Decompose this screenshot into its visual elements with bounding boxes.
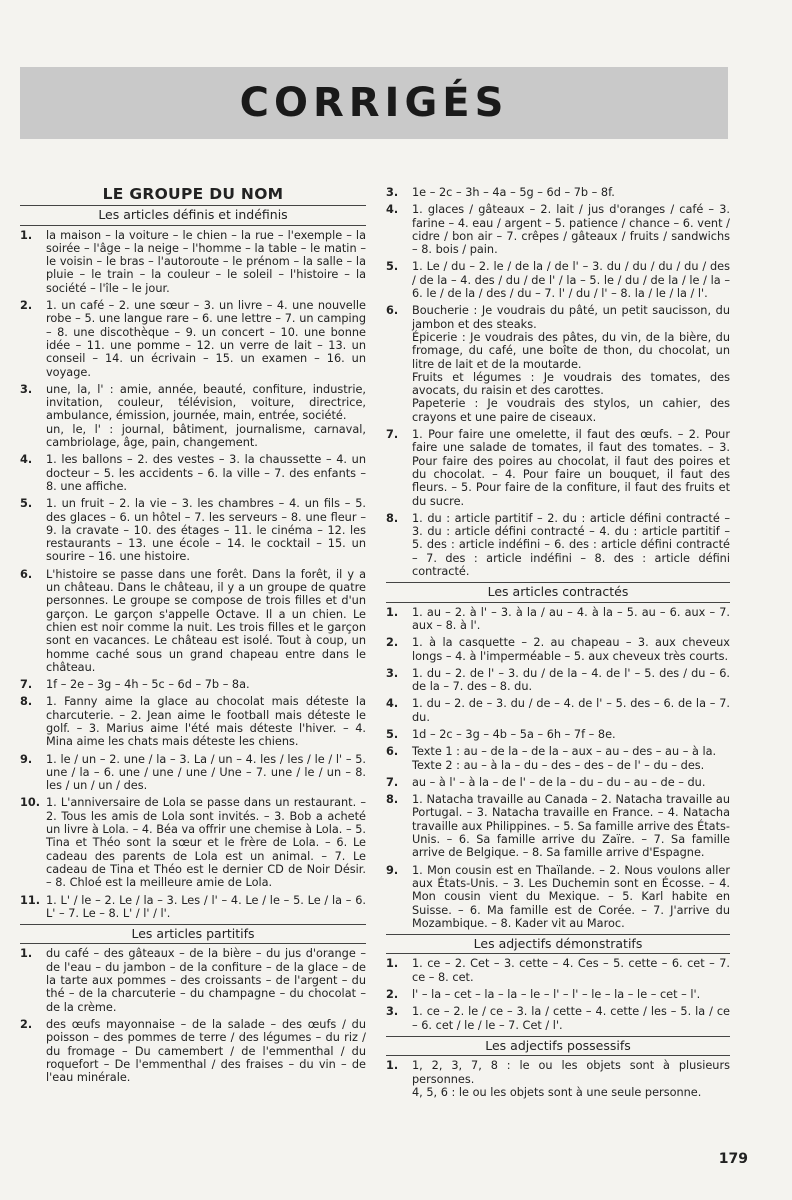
answer-paragraph: 4, 5, 6 : le ou les objets sont à une seule personne. [412, 1085, 702, 1099]
answer-paragraph: 1. du : article partitif – 2. du : article défini contracté – 3. du : article défini contracté – 4. du : article partitif – 5. des : article indéfini – 6. des : article défini contracté – 7. des : article indéfini – 8. des : article défini contracté. [412, 511, 730, 579]
exercise-number: 6. [386, 745, 399, 759]
exercise-number: 1. [20, 228, 33, 242]
answer-paragraph: 1. un fruit – 2. la vie – 3. les chambres – 4. un fils – 5. des glaces – 6. un hôtel – 7. les serveurs – 8. une fleur – 9. la cravate – 10. des étages – 11. le cinéma – 12. les restaurants – 13. une école – 14. le cocktail – 15. un sourire – 16. une histoire. [46, 497, 366, 564]
exercise-answer [412, 864, 730, 930]
answer-paragraph: 1. à la casquette – 2. au chapeau – 3. aux cheveux longs – 4. à l'imperméable – 5. aux cheveux très courts. [412, 636, 730, 663]
exercise-answer [412, 512, 730, 578]
answer-paragraph: 1d – 2c – 3g – 4b – 5a – 6h – 7f – 8e. [412, 727, 616, 741]
answer-paragraph: Boucherie : Je voudrais du pâté, un petit saucisson, du jambon et des steaks. [412, 304, 730, 331]
exercise-list [386, 606, 730, 931]
exercise-item [20, 497, 366, 563]
answer-paragraph: 1. ce – 2. le / ce – 3. la / cette – 4. cette / les – 5. la / ce – 6. cet / le / le – 7. Cet / l'. [412, 1005, 730, 1032]
exercise-item [20, 299, 366, 379]
answer-paragraph: 1f – 2e – 3g – 4h – 5c – 6d – 7b – 8a. [46, 678, 250, 692]
exercise-answer [46, 497, 366, 563]
exercise-number: 1. [386, 605, 399, 619]
exercise-item [386, 606, 730, 633]
section-heading-adjectifs-demonstratifs: Les adjectifs démonstratifs [386, 934, 730, 954]
exercise-item [20, 678, 366, 691]
exercise-item [386, 864, 730, 930]
exercise-item [386, 988, 730, 1001]
answer-paragraph: Texte 1 : au – de la – de la – aux – au – des – au – à la. [412, 745, 717, 759]
exercise-item [386, 776, 730, 789]
exercise-number: 1. [20, 947, 33, 961]
exercise-item [20, 894, 366, 921]
exercise-number: 11. [20, 893, 41, 907]
exercise-item [386, 957, 730, 984]
answer-paragraph: 1. du – 2. de – 3. du / de – 4. de l' – 5. des – 6. de la – 7. du. [412, 697, 730, 724]
exercise-number: 3. [386, 186, 399, 199]
exercise-list [20, 947, 366, 1084]
answer-paragraph: 1. du – 2. de l' – 3. du / de la – 4. de l' – 5. des / du – 6. de la – 7. des – 8. du. [412, 666, 730, 694]
exercise-item [386, 1005, 730, 1032]
exercise-number: 4. [20, 453, 33, 467]
exercise-number: 3. [386, 1005, 399, 1019]
page-title: CORRIGÉS [239, 80, 509, 126]
exercise-answer [412, 776, 730, 789]
exercise-item [386, 186, 730, 199]
exercise-list [386, 957, 730, 1031]
exercise-number: 2. [20, 299, 33, 313]
exercise-answer [412, 988, 730, 1001]
left-column [20, 186, 366, 1088]
exercise-answer [412, 728, 730, 741]
exercise-item [386, 636, 730, 663]
exercise-answer [412, 793, 730, 859]
exercise-item [20, 947, 366, 1013]
answer-paragraph: Papeterie : Je voudrais des stylos, un cahier, des crayons et une paire de ciseaux. [412, 397, 730, 424]
exercise-answer [46, 453, 366, 493]
answer-paragraph: Texte 2 : au – à la – du – des – des – de l' – du – des. [412, 758, 705, 772]
answer-paragraph: 1. un café – 2. une sœur – 3. un livre – 4. une nouvelle robe – 5. une langue rare – 6. une lettre – 7. un camping – 8. une discothèque – 9. un concert – 10. une bonne idée – 11. une pomme – 12. un verre de lait – 13. un conseil – 14. un écrivain – 15. un examen – 16. un voyage. [46, 299, 366, 379]
exercise-number: 7. [386, 775, 399, 789]
exercise-number: 3. [386, 666, 399, 680]
exercise-answer [412, 957, 730, 984]
exercise-number: 7. [386, 428, 399, 442]
answer-paragraph: une, la, l' : amie, année, beauté, confiture, industrie, invitation, couleur, télévision, voiture, directrice, ambulance, émission, journée, main, entrée, société. [46, 382, 366, 423]
exercise-answer [46, 796, 366, 889]
answer-paragraph: du café – des gâteaux – de la bière – du jus d'orange – de l'eau – du jambon – de la confiture – de la glace – de la tarte aux pommes – des croissants – de l'argent – du thé – de la charcuterie – du champagne – du chocolat – de la crème. [46, 947, 366, 1014]
exercise-item [20, 753, 366, 793]
exercise-item [20, 568, 366, 674]
exercise-answer [46, 1018, 366, 1084]
exercise-number: 6. [386, 304, 399, 318]
answer-paragraph: 1. L'anniversaire de Lola se passe dans un restaurant. – 2. Tous les amis de Lola sont invités. – 3. Bob a acheté un livre à Lola. – 4. Béa va offrir une chemise à Lola. – 5. Tina et Théo sont la sœur et le frère de Lola. – 6. Le cadeau des parents de Lola est un animal. – 7. Le cadeau de Tina et Théo est le dernier CD de Noir Désir. – 8. Chloé est la meilleure amie de Lola. [46, 796, 366, 890]
exercise-number: 4. [386, 697, 399, 711]
exercise-answer [46, 695, 366, 748]
exercise-item [20, 229, 366, 295]
exercise-item [386, 512, 730, 578]
exercise-number: 3. [20, 382, 33, 396]
exercise-answer [412, 428, 730, 508]
answer-paragraph: 1. les ballons – 2. des vestes – 3. la chaussette – 4. un docteur – 5. les accidents – 6. la ville – 7. des enfants – 8. une affiche. [46, 453, 366, 493]
exercise-list [386, 186, 730, 578]
answer-paragraph: des œufs mayonnaise – de la salade – des œufs / du poisson – des pommes de terre / des légumes – du riz / du fromage – Du camembert / de l'emmenthal / du roquefort – De l'emmenthal / des fraises – du vin – de l'eau minérale. [46, 1017, 366, 1085]
corriges-banner [20, 67, 728, 139]
answer-paragraph: au – à l' – à la – de l' – de la – du – du – au – de – du. [412, 775, 706, 789]
exercise-number: 8. [386, 511, 399, 525]
exercise-answer [46, 383, 366, 449]
answer-paragraph: 1. glaces / gâteaux – 2. lait / jus d'oranges / café – 3. farine – 4. eau / argent – 5. patience / chance – 6. vent / cidre / bon air – 7. crêpes / gâteaux / fruits / sandwichs – 8. bois / pain. [412, 203, 730, 257]
answer-paragraph: 1e – 2c – 3h – 4a – 5g – 6d – 7b – 8f. [412, 186, 615, 199]
answer-paragraph: l' – la – cet – la – la – le – l' – l' – le – la – le – cet – l'. [412, 988, 701, 1002]
answer-paragraph: la maison – la voiture – le chien – la rue – l'exemple – la soirée – l'âge – la neige – l'homme – la table – le matin – le voisin – le bras – l'autoroute – le prénom – la salle – la pluie – le train – la couleur – le soleil – l'histoire – la société – l'île – le jour. [46, 228, 366, 295]
exercise-item [386, 260, 730, 300]
exercise-answer [412, 606, 730, 633]
exercise-answer [46, 947, 366, 1013]
exercise-list [20, 229, 366, 921]
exercise-answer [412, 260, 730, 300]
answer-paragraph: Épicerie : Je voudrais des pâtes, du vin, de la bière, du fromage, du café, une boîte de thon, du chocolat, un litre de lait et de la moutarde. [412, 330, 730, 371]
exercise-number: 2. [386, 988, 399, 1002]
exercise-item [386, 304, 730, 424]
exercise-number: 6. [20, 567, 33, 581]
answer-paragraph: 1. Le / du – 2. le / de la / de l' – 3. du / du / du / du / des / de la – 4. des / du / de l' / la – 5. le / du / de la / le / la – 6. le / de la / des / du – 7. l' / du / l' – 8. la / le / la / l'. [412, 260, 730, 301]
exercise-number: 4. [386, 203, 399, 217]
answer-paragraph: 1. L' / le – 2. Le / la – 3. Les / l' – 4. Le / le – 5. Le / la – 6. L' – 7. Le – 8. L' / l' / l'. [46, 893, 366, 920]
exercise-number: 7. [20, 678, 33, 692]
exercise-number: 2. [386, 636, 399, 650]
answer-paragraph: 1. Pour faire une omelette, il faut des œufs. – 2. Pour faire une salade de tomates, il faut des tomates. – 3. Pour faire des poires au chocolat, il faut des poires et du chocolat. – 4. Pour faire un bouquet, il faut des fleurs. – 5. Pour faire de la confiture, il faut des fruits et du sucre. [412, 428, 730, 508]
section-heading-articles-partitifs: Les articles partitifs [20, 924, 366, 944]
exercise-number: 8. [20, 695, 33, 709]
exercise-number: 1. [386, 1059, 399, 1073]
exercise-answer [412, 697, 730, 724]
answer-paragraph: 1, 2, 3, 7, 8 : le ou les objets sont à plusieurs personnes. [412, 1059, 730, 1086]
section-heading-articles-definis: Les articles définis et indéfinis [20, 206, 366, 225]
exercise-answer [412, 1059, 730, 1099]
exercise-number: 10. [20, 796, 41, 810]
exercise-item [386, 728, 730, 741]
exercise-answer [412, 745, 730, 772]
exercise-answer [46, 568, 366, 674]
exercise-answer [46, 299, 366, 379]
exercise-answer [412, 186, 730, 199]
exercise-item [386, 697, 730, 724]
section-heading-adjectifs-possessifs: Les adjectifs possessifs [386, 1036, 730, 1056]
exercise-item [386, 667, 730, 694]
page-number: 179 [718, 1151, 748, 1167]
answer-paragraph: 1. ce – 2. Cet – 3. cette – 4. Ces – 5. cette – 6. cet – 7. ce – 8. cet. [412, 957, 730, 984]
section-heading-articles-contractes: Les articles contractés [386, 582, 730, 602]
exercise-answer [412, 203, 730, 256]
exercise-item [20, 1018, 366, 1084]
exercise-item [20, 796, 366, 889]
answer-paragraph: L'histoire se passe dans une forêt. Dans la forêt, il y a un château. Dans le château, il y a un groupe de quatre personnes. Le groupe se compose de trois filles et d'un garçon. Le garçon s'appelle Octave. Il a un chien. Le chien est noir comme la nuit. Les trois filles et le garçon sont en vacances. Le château est isolé. Tout à coup, un homme caché sous un grand chapeau entre dans le château. [46, 567, 366, 674]
exercise-item [20, 695, 366, 748]
answer-paragraph: 1. le / un – 2. une / la – 3. La / un – 4. les / les / le / l' – 5. une / la – 6. une / une / une / Une – 7. une / le / un – 8. les / un / un / des. [46, 752, 366, 793]
exercise-answer [412, 636, 730, 663]
exercise-answer [412, 1005, 730, 1032]
answer-paragraph: 1. au – 2. à l' – 3. à la / au – 4. à la – 5. au – 6. aux – 7. aux – 8. à l'. [412, 605, 730, 632]
exercise-item [386, 793, 730, 859]
exercise-item [386, 745, 730, 772]
exercise-number: 9. [386, 863, 399, 877]
exercise-answer [412, 667, 730, 694]
exercise-answer [46, 753, 366, 793]
exercise-answer [46, 894, 366, 921]
answer-paragraph: 1. Fanny aime la glace au chocolat mais déteste la charcuterie. – 2. Jean aime le football mais déteste le golf. – 3. Marius aime l'été mais déteste l'hiver. – 4. Mina aime les chats mais déteste les chiens. [46, 695, 366, 749]
answer-paragraph: 1. Natacha travaille au Canada – 2. Natacha travaille au Portugal. – 3. Natacha travaille en France. – 4. Natacha travaille aux Philippines. – 5. Sa famille arrive des États-Unis. – 6. Sa famille arrive du Zaïre. – 7. Sa famille arrive de Belgique. – 8. Sa famille arrive d'Espagne. [412, 793, 730, 860]
exercise-number: 5. [20, 497, 33, 511]
exercise-item [20, 383, 366, 449]
answer-paragraph: Fruits et légumes : Je voudrais des tomates, des avocats, du raisin et des carottes. [412, 370, 730, 398]
exercise-item [386, 428, 730, 508]
exercise-answer [412, 304, 730, 424]
exercise-number: 5. [386, 727, 399, 741]
answer-paragraph: 1. Mon cousin est en Thaïlande. – 2. Nous voulons aller aux États-Unis. – 3. Les Duchemin sont en Écosse. – 4. Mon cousin vient du Mexique. – 5. Karl habite en Suisse. – 6. Ma famille est de Corée. – 7. J'arrive du Mozambique. – 8. Kader vit au Maroc. [412, 863, 730, 930]
exercise-number: 2. [20, 1017, 33, 1031]
exercise-item [386, 1059, 730, 1099]
exercise-answer [46, 678, 366, 691]
exercise-answer [46, 229, 366, 295]
answer-paragraph: un, le, l' : journal, bâtiment, journalisme, carnaval, cambriolage, âge, pain, changement. [46, 422, 366, 450]
exercise-number: 1. [386, 957, 399, 971]
exercise-item [386, 203, 730, 256]
section-main-title: LE GROUPE DU NOM [20, 186, 366, 206]
exercise-list [386, 1059, 730, 1099]
exercise-number: 8. [386, 793, 399, 807]
right-column [386, 186, 730, 1103]
exercise-number: 9. [20, 752, 33, 766]
exercise-item [20, 453, 366, 493]
exercise-number: 5. [386, 260, 399, 274]
